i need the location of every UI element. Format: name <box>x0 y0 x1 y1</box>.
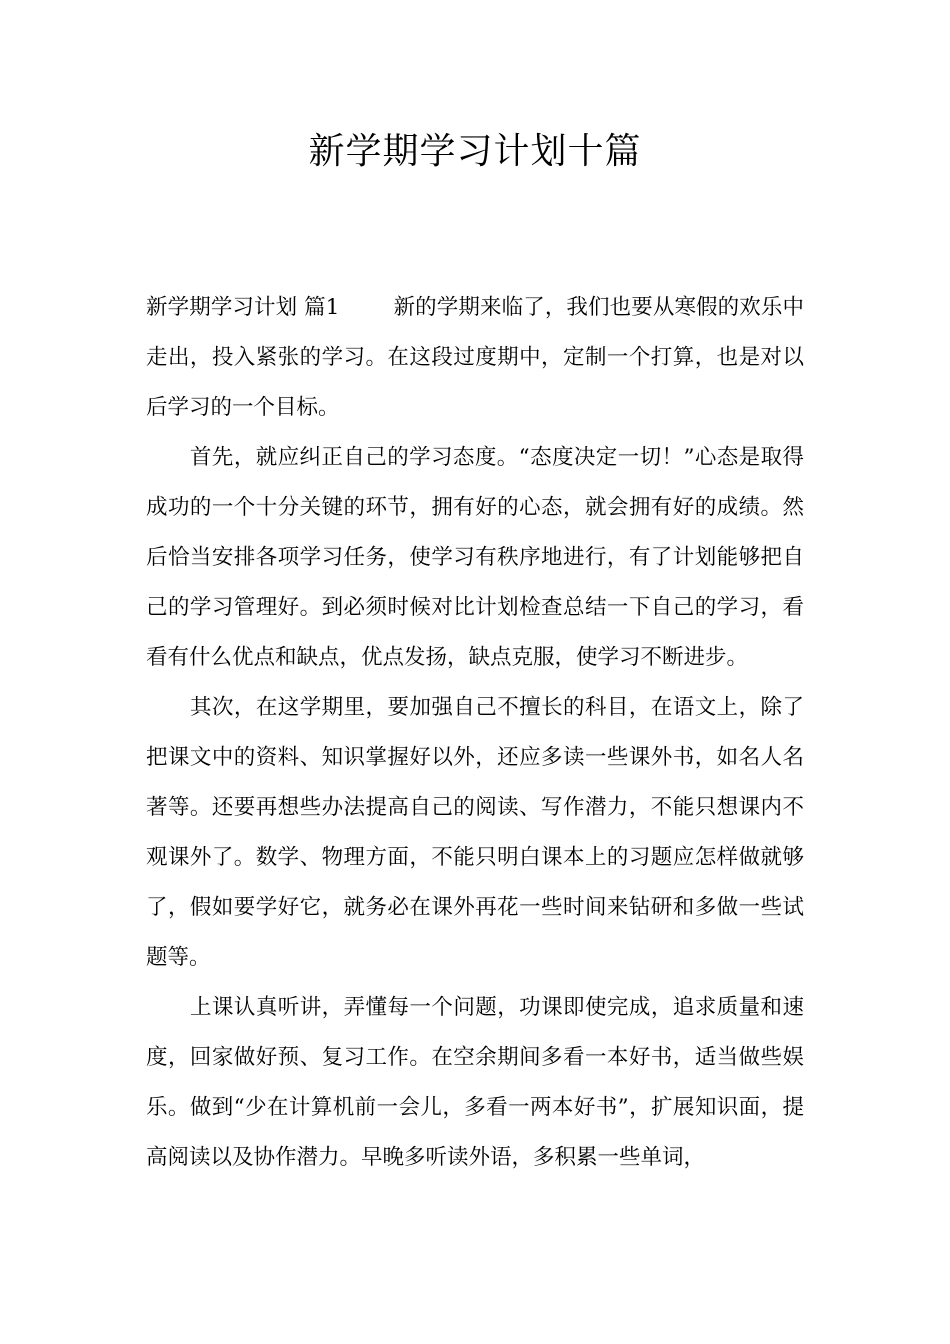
document-body <box>146 283 804 1183</box>
section-heading: 新学期学习计划 篇1 <box>146 295 340 320</box>
document-title: 新学期学习计划十篇 <box>308 131 642 172</box>
paragraph-3: 其次，在这学期里，要加强自己不擅长的科目，在语文上，除了把课文中的资料、知识掌握好以外，还应多读一些课外书，如名人名著等。还要再想些办法提高自己的阅读、写作潜力，不能只想课内不观课外了。数学、物理方面，不能只明白课本上的习题应怎样做就够了，假如要学好它，就务必在课外再花一些时间来钻研和多做一些试题等。 <box>146 695 804 970</box>
paragraph-4: 上课认真听讲，弄懂每一个问题，功课即使完成，追求质量和速度，回家做好预、复习工作。在空余期间多看一本好书，适当做些娱乐。做到“少在计算机前一会儿，多看一两本好书”，扩展知识面，提高阅读以及协作潜力。早晚多听读外语，多积累一些单词， <box>146 995 804 1170</box>
paragraph-1 <box>146 283 804 433</box>
paragraph-2: 首先，就应纠正自己的学习态度。“态度决定一切！”心态是取得成功的一个十分关键的环节，拥有好的心态，就会拥有好的成绩。然后恰当安排各项学习任务，使学习有秩序地进行，有了计划能够把自己的学习管理好。到必须时候对比计划检查总结一下自己的学习，看看有什么优点和缺点，优点发扬，缺点克服，使学习不断进步。 <box>146 445 804 670</box>
paragraph-1-text: 新的学期来临了，我们也要从寒假的欢乐中走出，投入紧张的学习。在这段过度期中，定制一个打算，也是对以后学习的一个目标。 <box>146 295 804 420</box>
